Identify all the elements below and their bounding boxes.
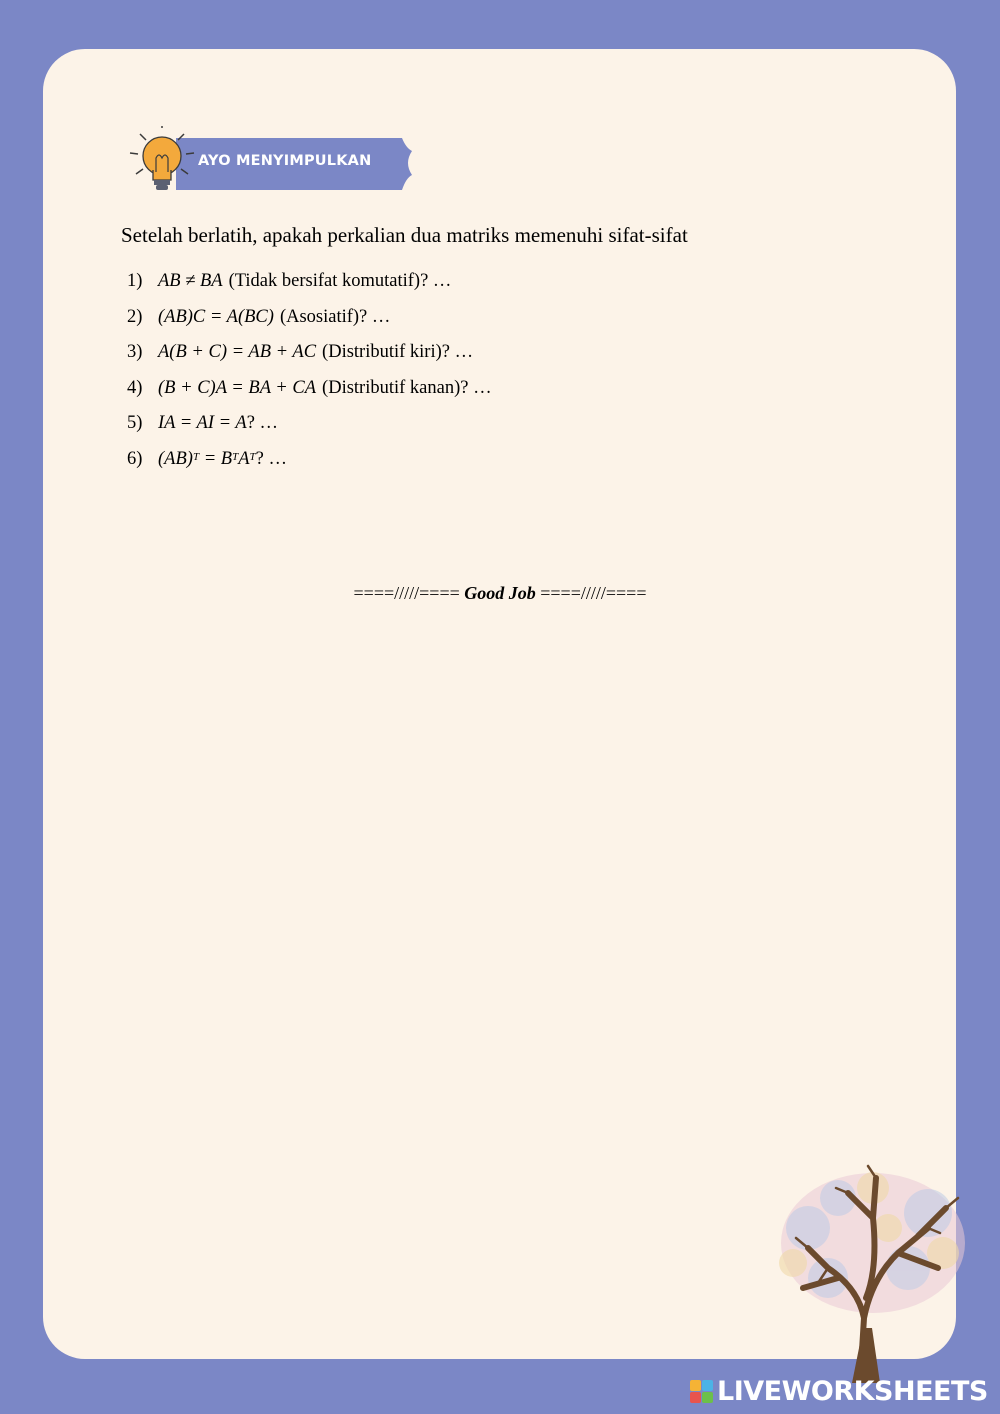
item-question: (Tidak bersifat komutatif)? … xyxy=(228,271,452,292)
item-formula: $(AB)^T = B^TA^T$ xyxy=(158,448,256,469)
list-item xyxy=(127,335,492,371)
list-item xyxy=(127,264,492,300)
item-formula: (B + C)A = BA + CA xyxy=(158,377,317,398)
item-number: 1) xyxy=(127,271,143,292)
good-job-text: Good Job xyxy=(464,583,536,603)
liveworksheets-brand xyxy=(690,1376,988,1407)
item-formula: A(B + C) = AB + AC xyxy=(158,342,317,363)
item-number: 2) xyxy=(127,306,143,327)
list-item xyxy=(127,406,492,442)
closing-message: ====/////==== Good Job ====/////==== xyxy=(353,583,647,603)
item-formula: (AB)C = A(BC) xyxy=(158,306,274,327)
list-item xyxy=(127,442,492,478)
item-number: 5) xyxy=(127,413,143,434)
liveworksheets-logo-icon xyxy=(690,1380,713,1403)
intro-text: Setelah berlatih, apakah perkalian dua matriks memenuhi sifat-sifat xyxy=(121,223,688,247)
math-tree-illustration xyxy=(768,1158,978,1383)
item-formula: IA = AI = A xyxy=(158,413,247,434)
banner-title: AYO MENYIMPULKAN xyxy=(198,153,372,169)
section-banner xyxy=(128,126,428,200)
list-item xyxy=(127,371,492,407)
brand-name: LIVEWORKSHEETS xyxy=(717,1376,988,1407)
item-question: ? … xyxy=(255,448,288,469)
item-question: (Distributif kanan)? … xyxy=(322,377,492,398)
list-item xyxy=(127,300,492,336)
item-question: ? … xyxy=(246,413,279,434)
item-number: 4) xyxy=(127,377,143,398)
item-number: 6) xyxy=(127,448,143,469)
item-number: 3) xyxy=(127,342,143,363)
item-question: (Asosiatif)? … xyxy=(279,306,391,327)
property-list xyxy=(127,264,492,477)
item-formula: AB ≠ BA xyxy=(158,271,223,292)
item-question: (Distributif kiri)? … xyxy=(322,342,474,363)
